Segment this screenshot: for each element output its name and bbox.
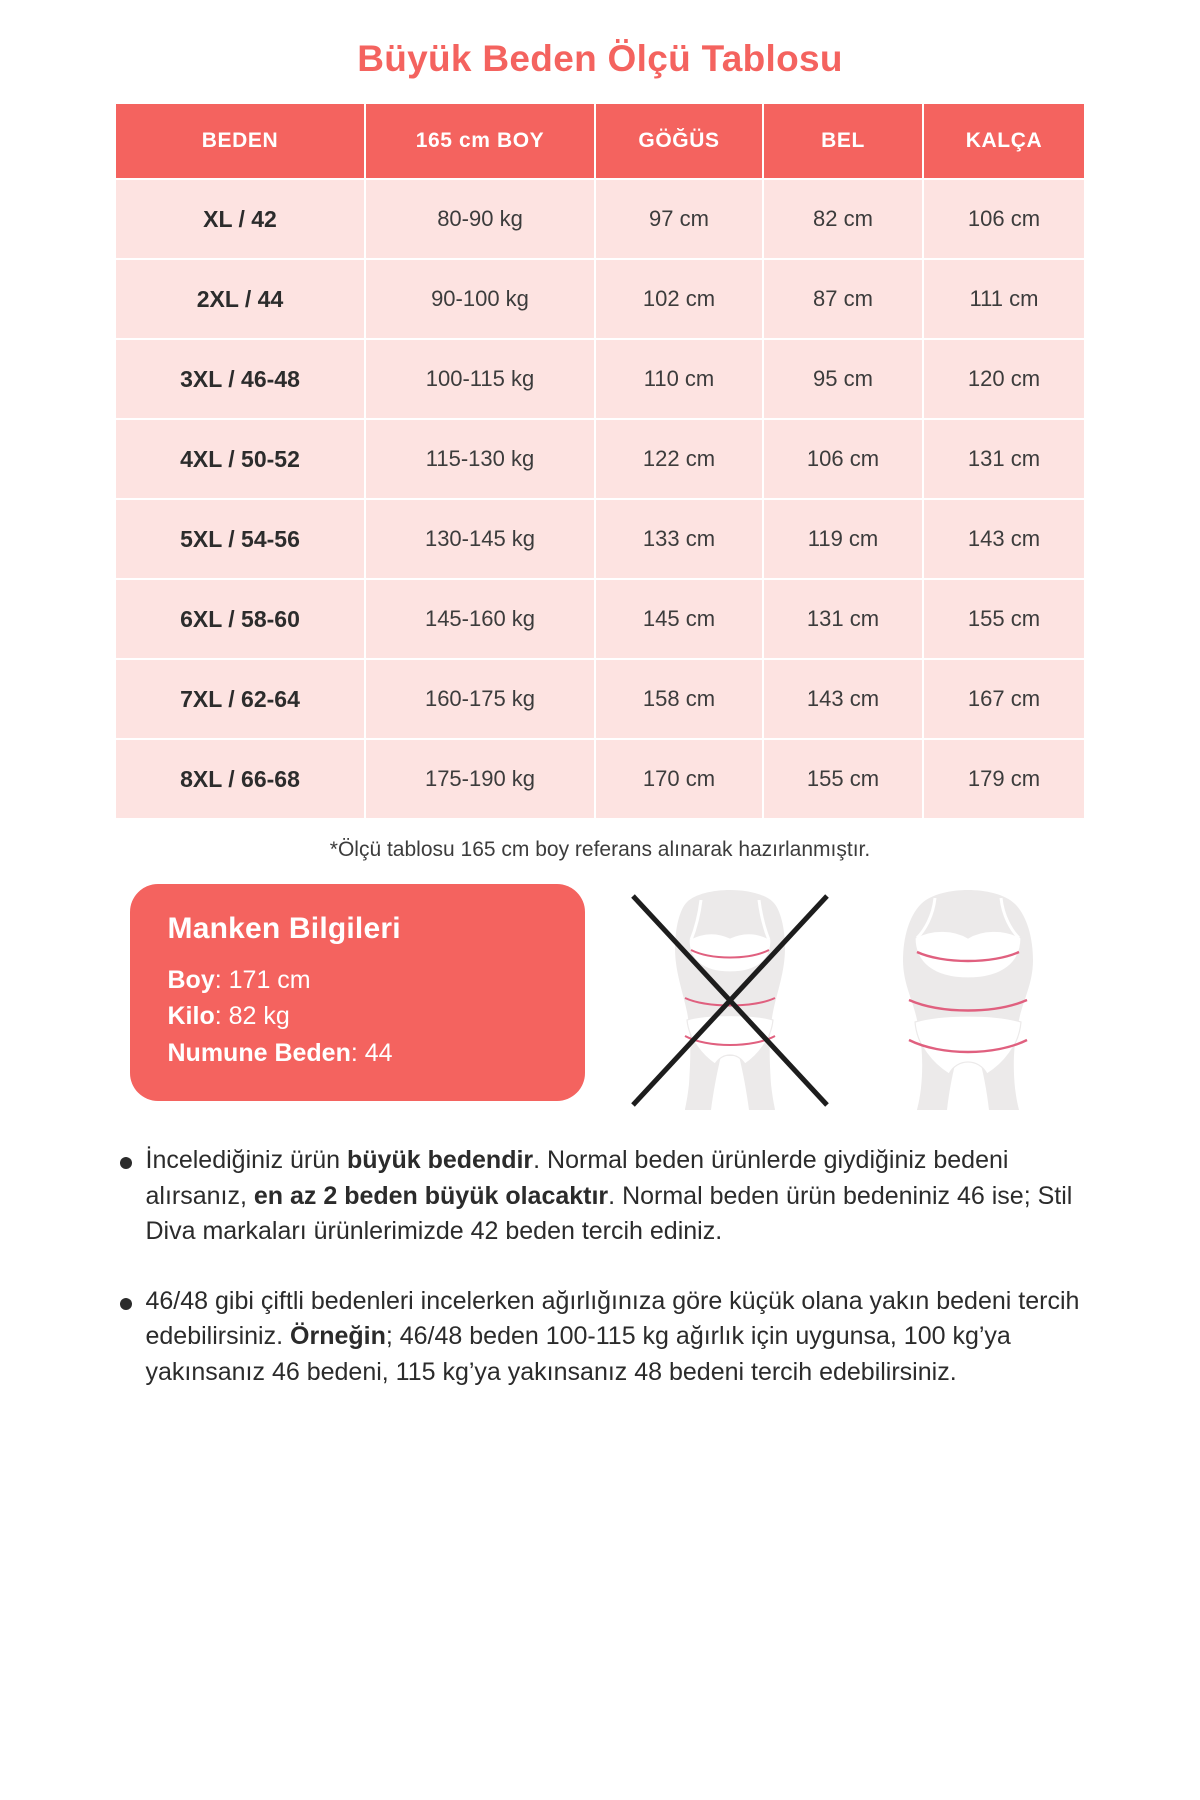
bullet-icon [120,1298,132,1310]
table-cell-gogus: 145 cm [595,579,763,659]
notes-list [78,1113,1123,1444]
table-cell-beden: 2XL / 44 [115,259,365,339]
table-cell-boy: 90-100 kg [365,259,595,339]
size-chart-table [114,102,1086,820]
table-cell-kalca: 155 cm [923,579,1085,659]
table-cell-beden: 6XL / 58-60 [115,579,365,659]
standard-figure-crossed-out [625,888,835,1113]
note-run: 46/48 gibi çiftli bedenleri incelerken ağırlığınıza göre küçük olana yakın bedeni tercih edebilirsiniz. [145,1286,1080,1350]
table-cell-gogus: 110 cm [595,339,763,419]
model-weight-line: Kilo: 82 kg [167,1002,290,1031]
table-cell-boy: 160-175 kg [365,659,595,739]
table-cell-beden: 4XL / 50-52 [115,419,365,499]
table-cell-boy: 145-160 kg [365,579,595,659]
table-cell-kalca: 143 cm [923,499,1085,579]
table-footnote: *Ölçü tablosu 165 cm boy referans alınarak hazırlanmıştır. [329,838,871,861]
note-text [146,1284,1083,1391]
female-figure-icon [625,888,835,1113]
table-cell-boy: 130-145 kg [365,499,595,579]
table-cell-boy: 175-190 kg [365,739,595,819]
plus-size-female-figure-icon [863,888,1073,1113]
page-title: Büyük Beden Ölçü Tablosu [357,38,843,79]
table-cell-bel: 95 cm [763,339,923,419]
table-cell-gogus: 97 cm [595,179,763,259]
body-figures [613,884,1085,1113]
table-cell-boy: 115-130 kg [365,419,595,499]
model-sample-size-line: Numune Beden: 44 [167,1038,393,1067]
table-cell-kalca: 167 cm [923,659,1085,739]
table-row [115,259,1085,339]
note-run: İncelediğiniz ürün [145,1146,348,1174]
table-cell-gogus: 158 cm [595,659,763,739]
note-emphasis: Örneğin [290,1322,386,1350]
table-cell-bel: 155 cm [763,739,923,819]
table-cell-gogus: 102 cm [595,259,763,339]
model-height-line: Boy: 171 cm [167,966,311,994]
model-info-card [130,884,585,1101]
table-cell-beden: XL / 42 [115,179,365,259]
table-row [115,419,1085,499]
note-text [146,1143,1083,1250]
model-weight-label: Kilo [167,1002,215,1031]
model-and-figures-row [78,884,1123,1113]
note-run: . Normal beden ürün bedeniniz 46 ise; Stil Diva markaları ürünlerimizde 42 beden tercih ediniz. [145,1181,1073,1245]
model-weight-value: 82 kg [228,1002,290,1031]
bullet-icon [120,1157,132,1169]
table-cell-boy: 100-115 kg [365,339,595,419]
table-cell-beden: 3XL / 46-48 [115,339,365,419]
table-row [115,499,1085,579]
table-header-boy: 165 cm BOY [365,103,595,179]
note-item [120,1284,1083,1391]
table-cell-beden: 8XL / 66-68 [115,739,365,819]
table-cell-kalca: 131 cm [923,419,1085,499]
note-run: ; 46/48 beden 100-115 kg ağırlık için uygunsa, 100 kg’ya yakınsanız 46 bedeni, 115 kg’ya yakınsanız 48 bedeni tercih edebilirsiniz. [145,1322,1011,1386]
table-row [115,179,1085,259]
model-sample-size-value: 44 [364,1038,393,1067]
table-cell-gogus: 122 cm [595,419,763,499]
table-cell-bel: 119 cm [763,499,923,579]
table-header-beden: BEDEN [115,103,365,179]
table-cell-boy: 80-90 kg [365,179,595,259]
note-emphasis: en az 2 beden büyük olacaktır [253,1181,609,1210]
table-header-bel: BEL [763,103,923,179]
table-cell-bel: 131 cm [763,579,923,659]
table-row [115,579,1085,659]
table-row [115,339,1085,419]
model-info-heading: Manken Bilgileri [167,912,401,945]
table-cell-bel: 143 cm [763,659,923,739]
table-header-kalca: KALÇA [923,103,1085,179]
model-height-label: Boy [167,966,215,994]
table-row [115,739,1085,819]
plus-size-figure [863,888,1073,1113]
model-height-value: 171 cm [228,966,311,994]
note-run: . Normal beden ürünlerde giydiğiniz bedeni alırsanız, [145,1146,1009,1210]
table-cell-beden: 7XL / 62-64 [115,659,365,739]
table-cell-kalca: 111 cm [923,259,1085,339]
table-cell-beden: 5XL / 54-56 [115,499,365,579]
table-header-gogus: GÖĞÜS [595,103,763,179]
table-cell-kalca: 106 cm [923,179,1085,259]
table-row [115,659,1085,739]
model-sample-size-label: Numune Beden [167,1038,351,1067]
note-item [120,1143,1083,1250]
table-cell-bel: 106 cm [763,419,923,499]
table-cell-gogus: 133 cm [595,499,763,579]
table-cell-kalca: 179 cm [923,739,1085,819]
table-cell-bel: 87 cm [763,259,923,339]
table-cell-bel: 82 cm [763,179,923,259]
table-cell-gogus: 170 cm [595,739,763,819]
note-emphasis: büyük bedendir [347,1146,534,1174]
table-header-row [115,103,1085,179]
table-cell-kalca: 120 cm [923,339,1085,419]
